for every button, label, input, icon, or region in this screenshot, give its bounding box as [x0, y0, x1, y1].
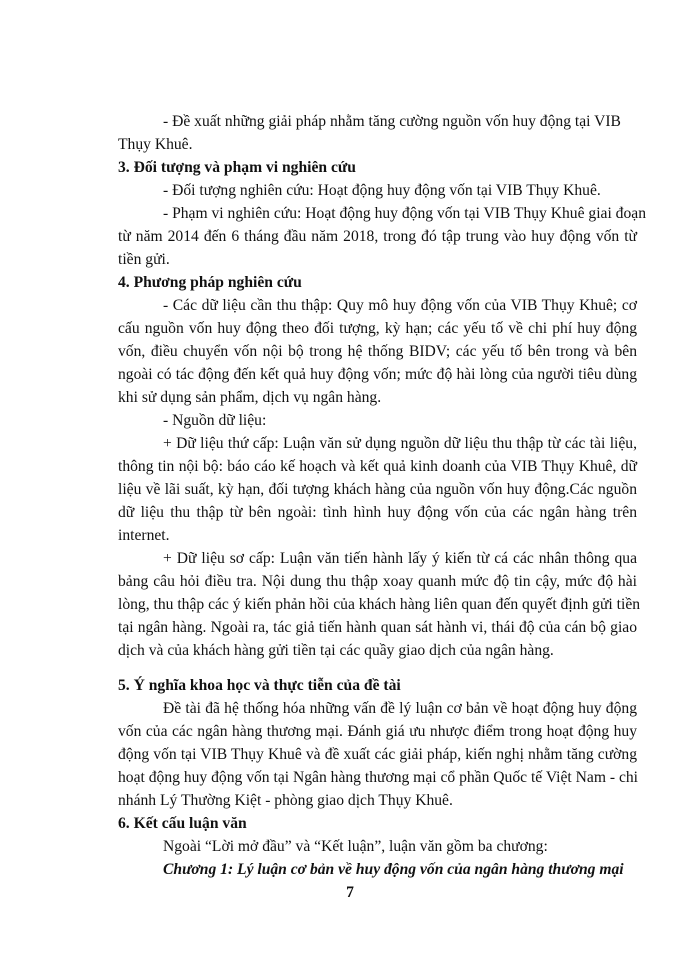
section-heading-5: 5. Ý nghĩa khoa học và thực tiễn của đề tài: [118, 677, 401, 694]
paragraph-line: tiền gửi.: [118, 251, 170, 268]
page-number: 7: [346, 884, 354, 901]
chapter-title-line: Chương 1: Lý luận cơ bản về huy động vốn của ngân hàng thương mại: [163, 861, 624, 878]
paragraph-line: liệu về lãi suất, kỳ hạn, đối tượng khách hàng của nguồn vốn huy động.Các nguồn: [118, 481, 637, 498]
paragraph-line: - Đề xuất những giải pháp nhằm tăng cường nguồn vốn huy động tại VIB: [163, 113, 621, 130]
paragraph-line: thông tin nội bộ: báo cáo kế hoạch và kết quả kinh doanh của VIB Thụy Khuê, dữ: [118, 458, 637, 475]
paragraph-line: dịch và của khách hàng gửi tiền tại các quầy giao dịch của ngân hàng.: [118, 642, 554, 659]
paragraph-line: vốn của các ngân hàng thương mại. Đánh giá ưu nhược điểm trong hoạt động huy: [118, 723, 637, 740]
paragraph-line: khi sử dụng sản phẩm, dịch vụ ngân hàng.: [118, 389, 382, 406]
section-heading-4: 4. Phương pháp nghiên cứu: [118, 274, 302, 291]
paragraph-line: - Các dữ liệu cần thu thập: Quy mô huy động vốn của VIB Thụy Khuê; cơ: [163, 297, 637, 314]
paragraph-line: từ năm 2014 đến 6 tháng đầu năm 2018, trong đó tập trung vào huy động vốn từ: [118, 228, 637, 245]
paragraph-line: Thụy Khuê.: [118, 136, 193, 153]
paragraph-line: nhánh Lý Thường Kiệt - phòng giao dịch Thụy Khuê.: [118, 792, 453, 809]
paragraph-line: dữ liệu thu thập từ bên ngoài: tình hình huy động vốn của các ngân hàng trên: [118, 504, 637, 521]
section-heading-6: 6. Kết cấu luận văn: [118, 815, 247, 832]
paragraph-line: lòng, thu thập các ý kiến phản hồi của khách hàng liên quan đến quyết định gửi tiền: [118, 596, 641, 613]
paragraph-line: tại ngân hàng. Ngoài ra, tác giả tiến hành quan sát hành vi, thái độ của cán bộ giao: [118, 619, 637, 636]
paragraph-line: vốn, điều chuyển vốn nội bộ trong hệ thống BIDV; các yếu tố bên trong và bên: [118, 343, 637, 360]
section-heading-3: 3. Đối tượng và phạm vi nghiên cứu: [118, 159, 356, 176]
paragraph-line: Đề tài đã hệ thống hóa những vấn đề lý luận cơ bản về hoạt động huy động: [163, 700, 637, 717]
paragraph-line: - Đối tượng nghiên cứu: Hoạt động huy động vốn tại VIB Thụy Khuê.: [163, 182, 601, 199]
paragraph-line: - Nguồn dữ liệu:: [163, 412, 267, 429]
paragraph-line: + Dữ liệu sơ cấp: Luận văn tiến hành lấy ý kiến từ cá các nhân thông qua: [163, 550, 637, 567]
paragraph-line: - Phạm vi nghiên cứu: Hoạt động huy động vốn tại VIB Thụy Khuê giai đoạn: [163, 205, 646, 222]
paragraph-line: ngoài có tác động đến kết quả huy động vốn; mức độ hài lòng của người tiêu dùng: [118, 366, 637, 383]
paragraph-line: Ngoài “Lời mở đầu” và “Kết luận”, luận văn gồm ba chương:: [163, 838, 548, 855]
paragraph-line: internet.: [118, 527, 170, 544]
paragraph-line: + Dữ liệu thứ cấp: Luận văn sử dụng nguồn dữ liệu thu thập từ các tài liệu,: [163, 435, 637, 452]
paragraph-line: bảng câu hỏi điều tra. Nội dung thu thập xoay quanh mức độ tin cậy, mức độ hài: [118, 573, 637, 590]
paragraph-line: động vốn tại VIB Thụy Khuê và đề xuất các giải pháp, kiến nghị nhằm tăng cường: [118, 746, 637, 763]
paragraph-line: hoạt động huy động vốn tại Ngân hàng thương mại cổ phần Quốc tế Việt Nam - chi: [118, 769, 638, 786]
paragraph-line: cấu nguồn vốn huy động theo đối tượng, kỳ hạn; các yếu tố về chi phí huy động: [118, 320, 637, 337]
